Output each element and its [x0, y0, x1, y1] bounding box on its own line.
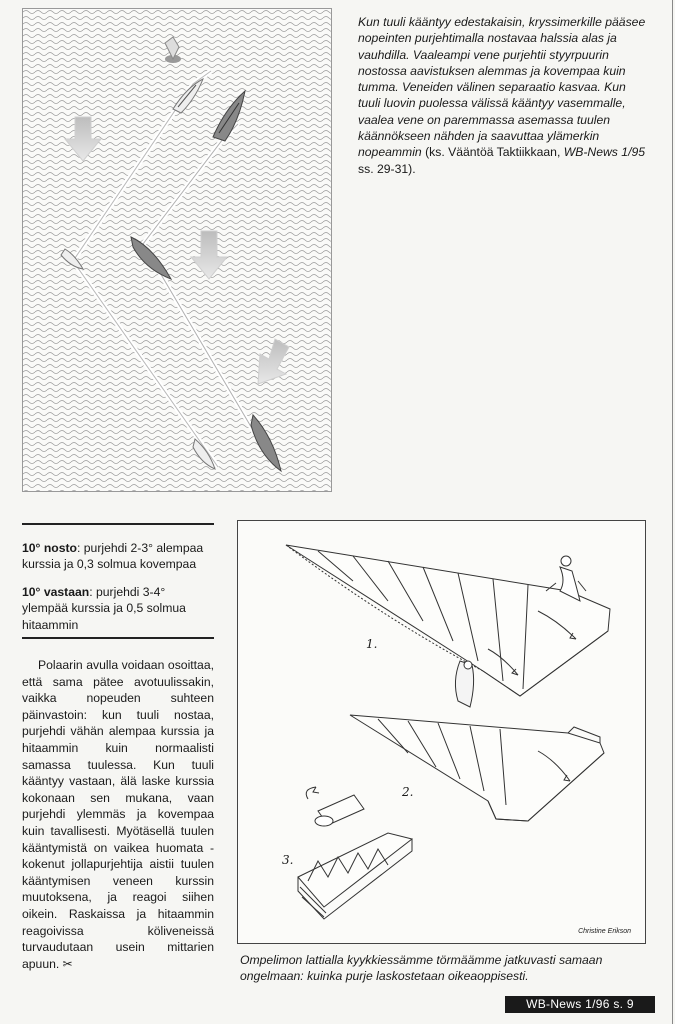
- box-item-header: [22, 584, 214, 633]
- caption-source-prefix: (ks. Vääntöä Taktiikkaan,: [425, 145, 564, 160]
- box-top-rule: [22, 523, 214, 525]
- box-item-header-heading: 10° vastaan: [22, 585, 90, 599]
- page-footer-badge: WB-News 1/96 s. 9: [505, 996, 655, 1013]
- figure-label-3: 3.: [282, 853, 294, 867]
- box-bottom-rule: [22, 637, 214, 639]
- sail-drawing-2: [350, 715, 604, 821]
- tactics-figure-caption: [358, 14, 650, 177]
- figure-label-2: 2.: [402, 785, 414, 799]
- sail-folding-figure: [237, 520, 646, 944]
- page-edge-rule: [672, 0, 673, 1024]
- sail-roll-icon: [306, 787, 364, 826]
- scissors-end-icon: ✂: [62, 956, 73, 971]
- person-lying-icon: [455, 661, 473, 707]
- body-paragraph-text: Polaarin avulla voidaan osoittaa, että sama pätee avotuulissakin, vaikka nopeuden suhteen päinvastoin: kun tuuli nostaa, purjehdi vähän alempaa kurssia ja hitaammin kuin normaalisti samassa tuulessa. Kun tuuli kääntyy vastaan, älä laske kurssia kokonaan sen mukana, vaan purjehdi ylemmäs ja kovempaa kuin tavallisesti. Myötäsellä tuulen kääntymistä on vaikea huomata - kokenut jollapurjehtija aistii tuulen kääntymisen veneen kurssin muutoksena, ja reagoi siihen oikein. Raskaissa ja hitaammin reagoivissa köliveneissä turvaudutaan usein mittarien apuun.: [22, 658, 214, 971]
- caption-main-text: Kun tuuli kääntyy edestakaisin, kryssimerkille pääsee nopeinten purjehtimalla nostavaa halssia alas ja vauhdilla. Vaaleampi vene purjehtii styyrpuurin nostossa aavistuksen alemmas ja kovempaa kuin tumma. Veneiden välinen separaatio kasvaa. Kun tuuli luovin puolessa välissä kääntyy vasemmalle, vaalea vene on paremmassa asemassa tuulen käännökseen nähden ja saavuttaa ylämerkin nopeammin: [358, 15, 646, 160]
- tactics-figure: [22, 8, 332, 492]
- caption-source-publication: WB-News 1/95: [563, 145, 646, 160]
- illustration-credit: Christine Erikson: [578, 928, 631, 935]
- sail-figure-caption: Ompelimon lattialla kyykkiessämme törmäämme jatkuvasti samaan ongelmaan: kuinka purje laskostetaan oikeaoppisesti.: [240, 953, 603, 984]
- box-item-header-text: : purjehdi 3-4° ylempää kurssia ja 0,5 solmua hitaammin: [22, 585, 186, 632]
- figure-label-1: 1.: [366, 637, 378, 651]
- box-item-lift: [22, 540, 214, 573]
- caption-source-suffix: ss. 29-31).: [358, 161, 416, 176]
- folded-sail-stack: [298, 833, 412, 919]
- body-paragraph: [22, 657, 214, 972]
- box-item-lift-heading: 10° nosto: [22, 541, 77, 555]
- water-texture: [23, 9, 332, 492]
- box-item-lift-text: : purjehdi 2-3° alempaa kurssia ja 0,3 solmua kovempaa: [22, 541, 204, 572]
